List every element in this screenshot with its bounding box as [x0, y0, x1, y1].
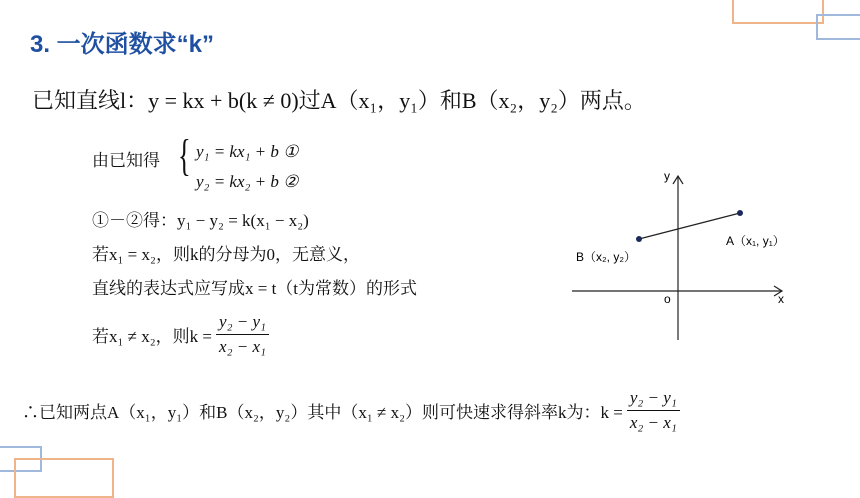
conclusion-text: ∴已知两点A（x₁，y₁）和B（x₂，y₂）其中（x₁ ≠ x₂）则可快速求得斜率k为：k = [22, 403, 623, 422]
slope-denominator: x₂ − x₁ [219, 337, 266, 356]
bottom-left-orange-frame [14, 458, 114, 498]
slope-fraction [216, 312, 269, 357]
top-right-orange-frame [732, 0, 824, 24]
subtraction-step: ①－②得：y₁ − y₂ = k(x₁ − x₂) [92, 211, 309, 230]
equation-1: y₁ = kx₁ + b ① [196, 142, 299, 161]
point-a-dot [737, 210, 743, 216]
coordinate-graph [560, 160, 800, 350]
point-b-label: B（x₂, y₂） [576, 250, 636, 264]
line-ab [639, 213, 740, 239]
conclusion-fraction [627, 388, 680, 433]
conclusion-numerator: y₂ − y₁ [627, 388, 680, 411]
y-axis-label: y [664, 169, 670, 183]
given-statement: 已知直线l：y = kx + b(k ≠ 0)过A（x₁，y₁）和B（x₂，y₂）两点。 [32, 88, 646, 113]
system-label: 由已知得 [92, 151, 160, 170]
slope-numerator: y₂ − y₁ [216, 312, 269, 335]
point-b-dot [636, 236, 642, 242]
system-brace: { [178, 131, 191, 180]
case-not-equal-prefix: 若x₁ ≠ x₂，则k = [92, 327, 213, 346]
case-not-equal [92, 312, 269, 357]
case-equal-line-1: 若x₁ = x₂，则k的分母为0，无意义， [92, 245, 360, 264]
conclusion-denominator: x₂ − x₁ [629, 413, 677, 432]
top-right-blue-frame [816, 14, 860, 40]
point-a-label: A（x₁, y₁） [726, 234, 785, 248]
origin-label: o [664, 292, 671, 306]
x-axis-label: x [778, 292, 784, 306]
case-equal-line-2: 直线的表达式应写成x = t（t为常数）的形式 [92, 279, 418, 298]
conclusion [22, 388, 680, 433]
equation-2: y₂ = kx₂ + b ② [196, 172, 299, 191]
page-title: 3. 一次函数求“k” [30, 31, 215, 58]
